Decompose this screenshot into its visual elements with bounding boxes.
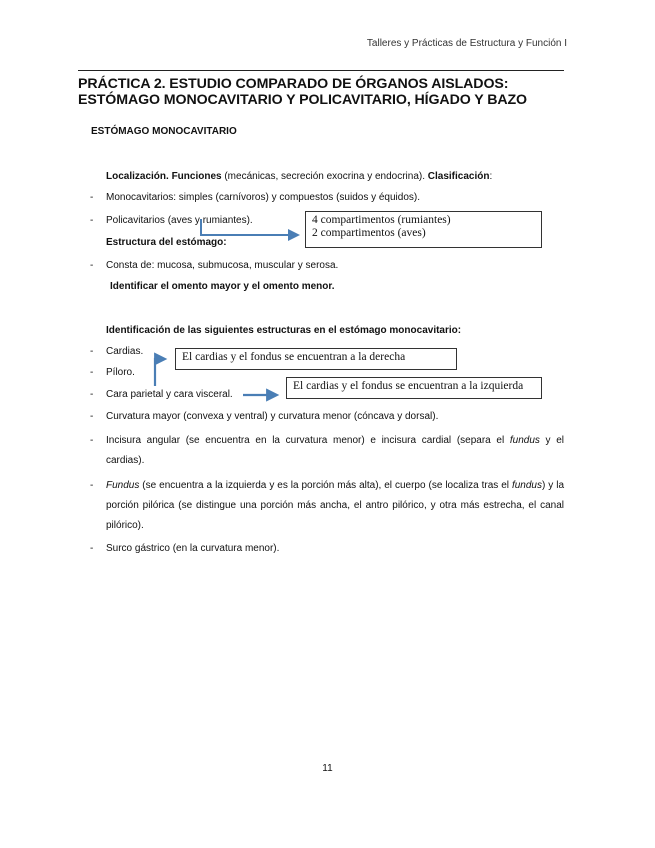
incisura-text-c: cardias). xyxy=(106,455,145,466)
omento-instruction: Identificar el omento mayor y el omento menor. xyxy=(110,281,335,292)
clasificacion-colon: : xyxy=(489,171,493,182)
arrow-policavitarios xyxy=(201,219,297,235)
incisura-fundus: fundus xyxy=(509,435,540,446)
section-heading: ESTÓMAGO MONOCAVITARIO xyxy=(91,126,237,137)
bullet-dash: - xyxy=(90,480,94,491)
item-piloro: Píloro. xyxy=(106,367,135,378)
item-cardias: Cardias. xyxy=(106,346,144,357)
derecha-text: El cardias y el fondus se encuentran a la derecha xyxy=(182,351,406,363)
localizacion-bold: Localización. Funciones xyxy=(106,171,222,182)
compartments-line-1: 4 compartimentos (rumiantes) xyxy=(312,214,451,226)
item-consta: Consta de: mucosa, submucosa, muscular y serosa. xyxy=(106,260,339,271)
identificacion-heading: Identificación de las siguientes estructuras en el estómago monocavitario: xyxy=(106,325,462,336)
estructura-heading: Estructura del estómago: xyxy=(106,237,227,248)
fundus-text-b: ) y la porción pilórica (se distingue una porción más ancha, el antro pilórico, y otra más estrecha, el canal pilórico). xyxy=(106,480,565,531)
bullet-dash: - xyxy=(90,543,94,554)
compartments-line-2: 2 compartimentos (aves) xyxy=(312,227,426,239)
running-header: Talleres y Prácticas de Estructura y Función I xyxy=(366,38,567,49)
fundus-text-a: (se encuentra a la izquierda y es la porción más alta), el cuerpo (se localiza tras el xyxy=(139,480,512,491)
page-number: 11 xyxy=(322,763,333,774)
item-monocavitarios: Monocavitarios: simples (carnívoros) y compuestos (suidos y équidos). xyxy=(106,192,421,203)
localizacion-text: (mecánicas, secreción exocrina y endocrina). xyxy=(221,171,428,182)
arrow-cardias-derecha xyxy=(155,359,164,386)
bullet-dash: - xyxy=(90,435,94,446)
clasificacion-bold: Clasificación xyxy=(427,171,490,182)
bullet-dash: - xyxy=(90,389,94,400)
title-line-1: PRÁCTICA 2. ESTUDIO COMPARADO DE ÓRGANOS AISLADOS: xyxy=(78,76,509,92)
fundus-italic-2: fundus xyxy=(511,480,542,491)
item-curvatura: Curvatura mayor (convexa y ventral) y curvatura menor (cóncava y dorsal). xyxy=(106,411,439,422)
bullet-dash: - xyxy=(90,367,94,378)
title-line-2: ESTÓMAGO MONOCAVITARIO Y POLICAVITARIO, HÍGADO Y BAZO xyxy=(78,92,527,108)
incisura-text-a: Incisura angular (se encuentra en la curvatura menor) e incisura cardial (separa el xyxy=(106,435,510,446)
bullet-dash: - xyxy=(90,346,94,357)
bullet-dash: - xyxy=(90,215,94,226)
item-surco: Surco gástrico (en la curvatura menor). xyxy=(106,543,280,554)
item-caras: Cara parietal y cara visceral. xyxy=(106,389,233,400)
incisura-text-b: y el xyxy=(539,435,565,446)
bullet-dash: - xyxy=(90,411,94,422)
izquierda-text: El cardias y el fondus se encuentran a la izquierda xyxy=(293,380,524,392)
bullet-dash: - xyxy=(90,192,94,203)
fundus-italic: Fundus xyxy=(106,480,140,491)
bullet-dash: - xyxy=(90,260,94,271)
item-policavitarios: Policavitarios (aves y rumiantes). xyxy=(106,215,253,226)
